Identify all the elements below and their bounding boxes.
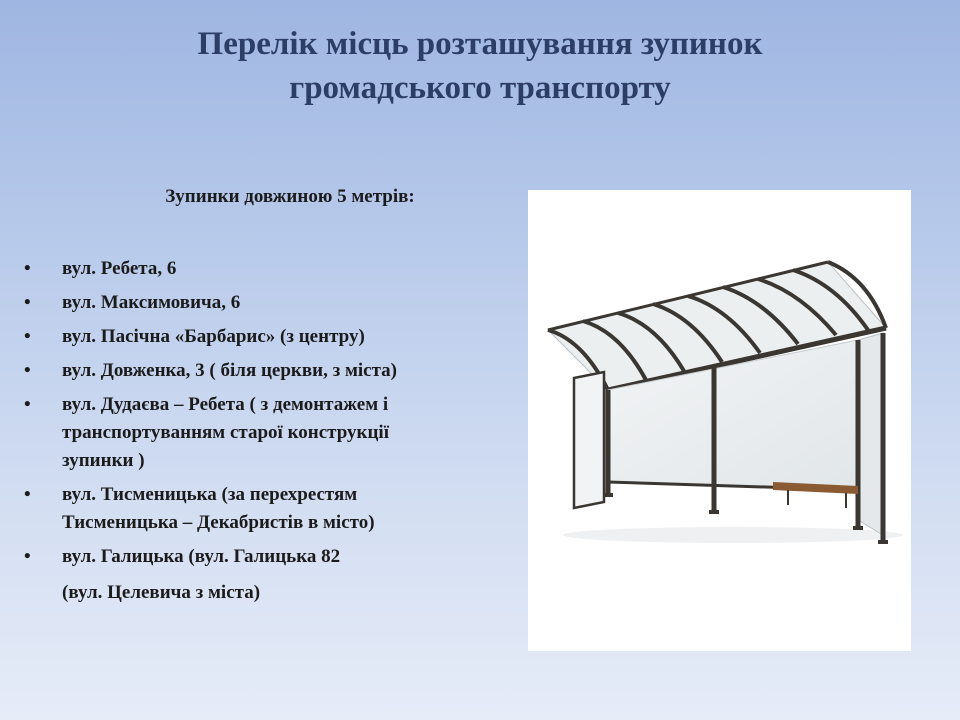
list-item-continuation: (вул. Целевича з міста) bbox=[62, 582, 261, 603]
list-item: • вул. Пасічна «Барбарис» (з центру) bbox=[24, 323, 504, 351]
list-item: • вул. Максимовича, 6 bbox=[24, 289, 504, 317]
bullet-icon: • bbox=[24, 360, 31, 381]
list-item: • вул. Довженка, 3 ( біля церкви, з міста) bbox=[24, 357, 504, 385]
side-glass-panel bbox=[858, 333, 883, 535]
bullet-icon: • bbox=[24, 258, 31, 279]
bullet-icon: • bbox=[24, 394, 31, 415]
slide-subtitle: Зупинки довжиною 5 метрів: bbox=[165, 186, 415, 207]
list-item: • вул. Дудаєва – Ребета ( з демонтажем і транспортуванням старої конструкції зупинки ) bbox=[24, 391, 504, 475]
slide-title-line-1: Перелік місць розташування зупинок bbox=[197, 26, 763, 62]
slide-title-line-2: громадського транспорту bbox=[289, 70, 671, 106]
stop-locations-list bbox=[24, 255, 504, 613]
bullet-icon: • bbox=[24, 546, 31, 567]
bus-shelter-image bbox=[528, 190, 911, 651]
left-glass-panel bbox=[574, 372, 604, 508]
bullet-icon: • bbox=[24, 292, 31, 313]
bullet-icon: • bbox=[24, 484, 31, 505]
bus-shelter-illustration bbox=[528, 190, 911, 651]
list-item: • вул. Ребета, 6 bbox=[24, 255, 504, 283]
bullet-icon: • bbox=[24, 326, 31, 347]
shadow-shape bbox=[563, 527, 903, 543]
list-item: • вул. Тисменицька (за перехрестям Тисменицька – Декабристів в місто) bbox=[24, 481, 504, 537]
slide-title bbox=[80, 22, 880, 110]
list-item: • вул. Галицька (вул. Галицька 82 bbox=[24, 543, 504, 571]
